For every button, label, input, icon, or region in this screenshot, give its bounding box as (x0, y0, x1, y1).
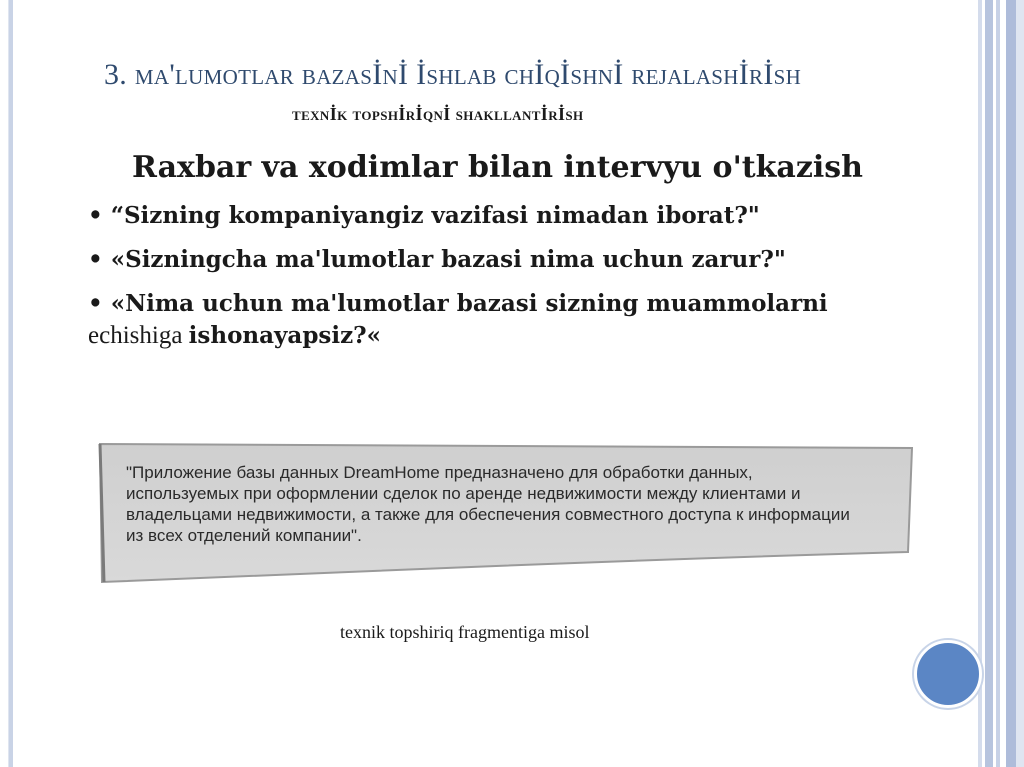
scan-line: "Приложение базы данных DreamHome предназначено для обработки данных, (126, 463, 753, 482)
section-heading: Raxbar va xodimlar bilan intervyu o'tkazish (132, 150, 863, 185)
bullet-continuation: echishiga (88, 322, 189, 349)
scan-line: владельцами недвижимости, а также для обеспечения совместного доступа к информации (126, 505, 850, 524)
scanned-text-fragment (96, 440, 916, 590)
slide-subtitle: texnİk topshİrİqnİ shakllantİrİsh (292, 104, 584, 124)
scan-text (126, 462, 906, 546)
decorative-circle (914, 640, 982, 708)
right-decorative-stripes (978, 0, 1024, 767)
left-decorative-border (8, 0, 13, 767)
scan-line: из всех отделений компании". (126, 526, 362, 545)
bullet-item: • «Sizningcha ma'lumotlar bazasi nima uchun zarur?" (88, 246, 786, 273)
scan-line: используемых при оформлении сделок по аренде недвижимости между клиентами и (126, 484, 801, 503)
bullet-continuation-bold: ishonayapsiz?« (188, 322, 381, 349)
bullet-list (88, 200, 968, 364)
bullet-item: • «Nima uchun ma'lumotlar bazasi sizning muammolarni echishiga ishonayapsiz?« (88, 290, 828, 349)
figure-caption: texnik topshiriq fragmentiga misol (340, 622, 590, 642)
bullet-item: • “Sizning kompaniyangiz vazifasi nimadan iborat?" (88, 202, 760, 229)
slide-title: 3. ma'lumotlar bazasİnİ İshlab chİqİshnİ rejalashİrİsh (104, 58, 802, 91)
